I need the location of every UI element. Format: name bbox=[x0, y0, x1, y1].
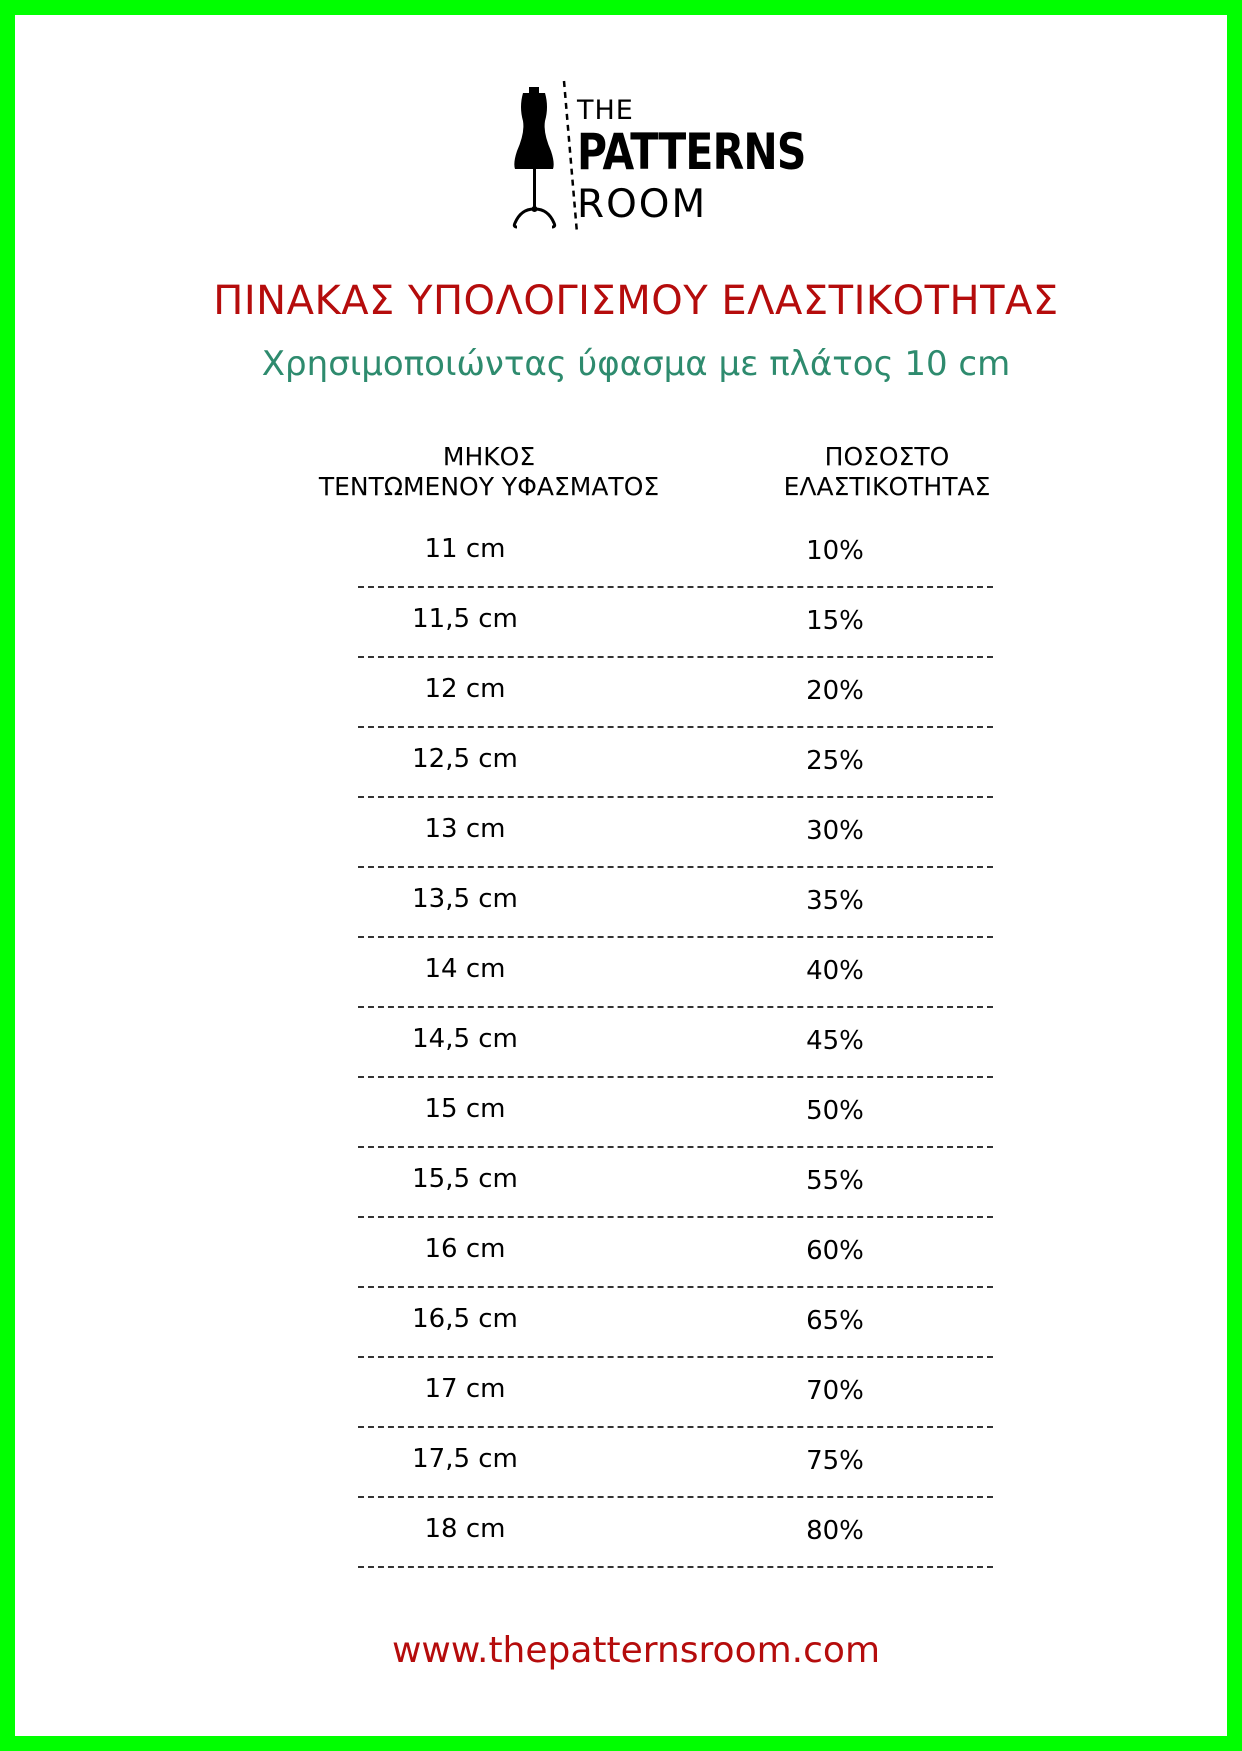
table-row bbox=[358, 658, 993, 728]
table-row bbox=[358, 1008, 993, 1078]
row-length: 11,5 cm bbox=[412, 604, 518, 634]
logo-word-patterns: PATTERNS bbox=[577, 123, 806, 181]
logo-word-the: THE bbox=[577, 95, 634, 126]
page-subtitle: Χρησιμοποιώντας ύφασμα με πλάτος 10 cm bbox=[261, 344, 1011, 384]
row-length: 15,5 cm bbox=[412, 1164, 518, 1194]
page-title: ΠΙΝΑΚΑΣ ΥΠΟΛΟΓΙΣΜΟΥ ΕΛΑΣΤΙΚΟΤΗΤΑΣ bbox=[213, 278, 1059, 324]
row-percent: 50% bbox=[806, 1096, 864, 1126]
row-percent: 10% bbox=[806, 536, 864, 566]
row-length: 16 cm bbox=[424, 1234, 506, 1264]
row-divider bbox=[358, 1566, 993, 1568]
logo-word-room: ROOM bbox=[577, 182, 708, 227]
row-length: 13 cm bbox=[424, 814, 506, 844]
brand-logo bbox=[509, 77, 806, 237]
column-header-percent bbox=[707, 442, 1067, 502]
table-row bbox=[358, 1428, 993, 1498]
row-length: 17,5 cm bbox=[412, 1444, 518, 1474]
row-percent: 35% bbox=[806, 886, 864, 916]
table-row bbox=[358, 1078, 993, 1148]
table-row bbox=[358, 728, 993, 798]
row-percent: 80% bbox=[806, 1516, 864, 1546]
table-row bbox=[358, 938, 993, 1008]
row-length: 12 cm bbox=[424, 674, 506, 704]
column-header-length bbox=[239, 442, 739, 502]
row-length: 11 cm bbox=[424, 534, 506, 564]
column-header-length-line1: ΜΗΚΟΣ bbox=[442, 442, 536, 471]
column-header-percent-line1: ΠΟΣΟΣΤΟ bbox=[824, 442, 950, 471]
table-row bbox=[358, 1218, 993, 1288]
row-length: 12,5 cm bbox=[412, 744, 518, 774]
row-length: 18 cm bbox=[424, 1514, 506, 1544]
table-row bbox=[358, 1498, 993, 1568]
table-row bbox=[358, 588, 993, 658]
row-length: 16,5 cm bbox=[412, 1304, 518, 1334]
row-percent: 30% bbox=[806, 816, 864, 846]
row-length: 17 cm bbox=[424, 1374, 506, 1404]
table-row bbox=[358, 1288, 993, 1358]
column-header-length-line2: ΤΕΝΤΩΜΕΝΟΥ ΥΦΑΣΜΑΤΟΣ bbox=[318, 472, 660, 501]
table-row bbox=[358, 798, 993, 868]
table-row bbox=[358, 868, 993, 938]
row-percent: 75% bbox=[806, 1446, 864, 1476]
table-row bbox=[358, 1148, 993, 1218]
row-percent: 20% bbox=[806, 676, 864, 706]
row-length: 14,5 cm bbox=[412, 1024, 518, 1054]
row-percent: 15% bbox=[806, 606, 864, 636]
row-length: 13,5 cm bbox=[412, 884, 518, 914]
row-percent: 40% bbox=[806, 956, 864, 986]
column-header-percent-line2: ΕΛΑΣΤΙΚΟΤΗΤΑΣ bbox=[783, 472, 991, 501]
row-percent: 25% bbox=[806, 746, 864, 776]
table-row bbox=[358, 1358, 993, 1428]
dress-form-icon bbox=[509, 77, 579, 237]
row-percent: 55% bbox=[806, 1166, 864, 1196]
website-link[interactable]: www.thepatternsroom.com bbox=[391, 1630, 881, 1671]
row-percent: 70% bbox=[806, 1376, 864, 1406]
row-percent: 45% bbox=[806, 1026, 864, 1056]
row-length: 14 cm bbox=[424, 954, 506, 984]
table-row bbox=[358, 518, 993, 588]
row-percent: 60% bbox=[806, 1236, 864, 1266]
row-length: 15 cm bbox=[424, 1094, 506, 1124]
row-percent: 65% bbox=[806, 1306, 864, 1336]
